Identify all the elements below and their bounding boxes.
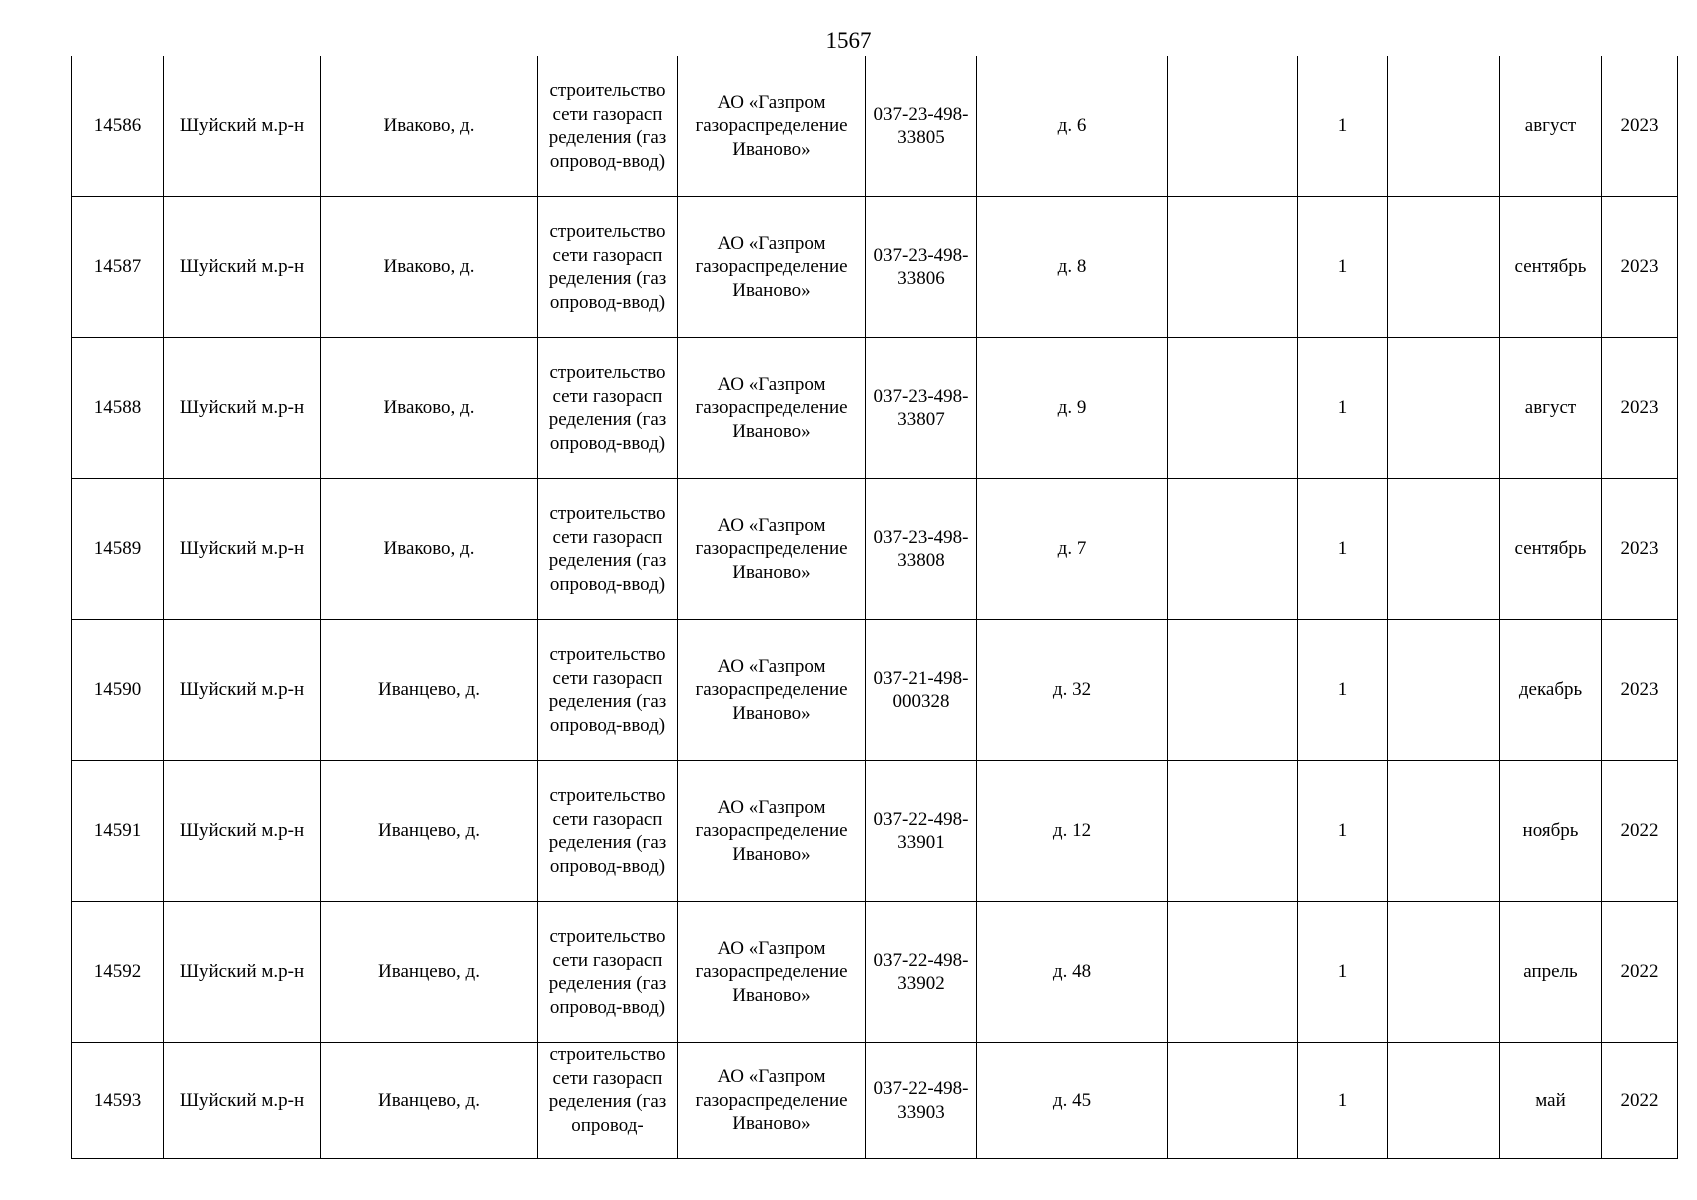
- cell-month: август: [1500, 56, 1602, 197]
- cell-month: август: [1500, 338, 1602, 479]
- cell-empty: [1388, 620, 1500, 761]
- cell-year: 2023: [1602, 197, 1678, 338]
- cell-month: ноябрь: [1500, 761, 1602, 902]
- cell-id: 14592: [72, 902, 164, 1043]
- cell-empty: [1388, 197, 1500, 338]
- cell-month: декабрь: [1500, 620, 1602, 761]
- cell-organization: [678, 338, 866, 479]
- table-row: [72, 620, 1678, 761]
- cell-code-text: 037-21-498-000328: [873, 667, 969, 712]
- cell-district: Шуйский м.р-н: [164, 56, 321, 197]
- cell-empty: [1168, 479, 1298, 620]
- cell-work-type: [538, 197, 678, 338]
- cell-empty: [1168, 1043, 1298, 1159]
- cell-empty: [1168, 197, 1298, 338]
- table-row: [72, 197, 1678, 338]
- cell-code-text: 037-22-498-33901: [873, 808, 969, 853]
- cell-empty: [1168, 761, 1298, 902]
- cell-locality: Иванцево, д.: [321, 902, 538, 1043]
- cell-organization: [678, 761, 866, 902]
- cell-quantity: 1: [1298, 902, 1388, 1043]
- cell-organization: [678, 1043, 866, 1159]
- cell-code: [866, 902, 977, 1043]
- cell-organization-text: АО «Газпром газораспределение Иваново»: [695, 937, 848, 1006]
- cell-district: Шуйский м.р-н: [164, 197, 321, 338]
- cell-organization-text: АО «Газпром газораспределение Иваново»: [695, 91, 848, 160]
- cell-code: [866, 479, 977, 620]
- cell-month: май: [1500, 1043, 1602, 1159]
- cell-district: Шуйский м.р-н: [164, 1043, 321, 1159]
- cell-empty: [1388, 479, 1500, 620]
- cell-work-type-text: строительство сети газораспределения (газопровод-ввод): [548, 785, 667, 877]
- cell-year: 2023: [1602, 56, 1678, 197]
- cell-district: Шуйский м.р-н: [164, 620, 321, 761]
- cell-id: 14593: [72, 1043, 164, 1159]
- cell-district: Шуйский м.р-н: [164, 902, 321, 1043]
- cell-house: д. 8: [977, 197, 1168, 338]
- cell-house: д. 6: [977, 56, 1168, 197]
- cell-id: 14588: [72, 338, 164, 479]
- cell-organization: [678, 197, 866, 338]
- cell-quantity: 1: [1298, 338, 1388, 479]
- table-row: [72, 56, 1678, 197]
- cell-locality: Иваково, д.: [321, 197, 538, 338]
- cell-code-text: 037-23-498-33806: [873, 244, 969, 289]
- cell-house: д. 45: [977, 1043, 1168, 1159]
- cell-organization-text: АО «Газпром газораспределение Иваново»: [695, 232, 848, 301]
- cell-work-type: [538, 338, 678, 479]
- cell-district: Шуйский м.р-н: [164, 761, 321, 902]
- cell-work-type-text: строительство сети газораспределения (газопровод-ввод): [548, 80, 667, 172]
- cell-id: 14586: [72, 56, 164, 197]
- cell-organization-text: АО «Газпром газораспределение Иваново»: [695, 655, 848, 724]
- cell-month: апрель: [1500, 902, 1602, 1043]
- cell-work-type-text: строительство сети газораспределения (газопровод-ввод): [548, 644, 667, 736]
- cell-id: 14589: [72, 479, 164, 620]
- cell-year: 2023: [1602, 620, 1678, 761]
- cell-work-type-text: строительство сети газораспределения (газопровод-ввод): [548, 362, 667, 454]
- page-number: 1567: [825, 28, 872, 53]
- cell-locality: Иваково, д.: [321, 479, 538, 620]
- cell-month: сентябрь: [1500, 479, 1602, 620]
- cell-empty: [1388, 761, 1500, 902]
- cell-code-text: 037-22-498-33902: [873, 949, 969, 994]
- cell-quantity: 1: [1298, 1043, 1388, 1159]
- cell-house: д. 48: [977, 902, 1168, 1043]
- cell-month: сентябрь: [1500, 197, 1602, 338]
- cell-organization-text: АО «Газпром газораспределение Иваново»: [695, 514, 848, 583]
- table-row: [72, 761, 1678, 902]
- cell-id: 14587: [72, 197, 164, 338]
- cell-empty: [1168, 338, 1298, 479]
- cell-code: [866, 56, 977, 197]
- cell-district: Шуйский м.р-н: [164, 479, 321, 620]
- cell-work-type: [538, 902, 678, 1043]
- cell-work-type: [538, 56, 678, 197]
- cell-quantity: 1: [1298, 56, 1388, 197]
- cell-locality: Иваково, д.: [321, 56, 538, 197]
- cell-work-type-text: строительство сети газораспределения (газопровод-ввод): [548, 503, 667, 595]
- cell-quantity: 1: [1298, 479, 1388, 620]
- cell-code-text: 037-23-498-33807: [873, 385, 969, 430]
- cell-work-type: [538, 620, 678, 761]
- cell-house: д. 7: [977, 479, 1168, 620]
- cell-empty: [1388, 902, 1500, 1043]
- cell-locality: Иванцево, д.: [321, 761, 538, 902]
- cell-year: 2022: [1602, 902, 1678, 1043]
- cell-organization: [678, 902, 866, 1043]
- cell-year: 2022: [1602, 761, 1678, 902]
- cell-house: д. 12: [977, 761, 1168, 902]
- cell-code: [866, 197, 977, 338]
- cell-quantity: 1: [1298, 761, 1388, 902]
- cell-quantity: 1: [1298, 197, 1388, 338]
- cell-work-type-text: строительство сети газораспределения (газопровод-ввод): [548, 926, 667, 1018]
- cell-quantity: 1: [1298, 620, 1388, 761]
- table-row: [72, 479, 1678, 620]
- cell-code: [866, 1043, 977, 1159]
- cell-year: 2023: [1602, 479, 1678, 620]
- cell-work-type: [538, 479, 678, 620]
- cell-organization-text: АО «Газпром газораспределение Иваново»: [695, 796, 848, 865]
- cell-work-type-text: строительство сети газораспределения (газопровод-: [548, 1044, 667, 1136]
- cell-locality: Иваково, д.: [321, 338, 538, 479]
- cell-work-type: [538, 761, 678, 902]
- cell-id: 14590: [72, 620, 164, 761]
- cell-locality: Иванцево, д.: [321, 1043, 538, 1159]
- cell-code: [866, 620, 977, 761]
- cell-id: 14591: [72, 761, 164, 902]
- cell-house: д. 32: [977, 620, 1168, 761]
- cell-empty: [1168, 620, 1298, 761]
- cell-year: 2022: [1602, 1043, 1678, 1159]
- cell-code: [866, 761, 977, 902]
- cell-organization: [678, 56, 866, 197]
- cell-year: 2023: [1602, 338, 1678, 479]
- cell-code-text: 037-23-498-33808: [873, 526, 969, 571]
- table-body: [72, 56, 1678, 1159]
- cell-house: д. 9: [977, 338, 1168, 479]
- cell-organization-text: АО «Газпром газораспределение Иваново»: [695, 373, 848, 442]
- cell-empty: [1168, 56, 1298, 197]
- cell-organization-text: АО «Газпром газораспределение Иваново»: [695, 1066, 848, 1135]
- cell-empty: [1388, 338, 1500, 479]
- cell-work-type: [538, 1043, 678, 1159]
- table-row: [72, 902, 1678, 1043]
- table-row: [72, 338, 1678, 479]
- cell-locality: Иванцево, д.: [321, 620, 538, 761]
- cell-empty: [1168, 902, 1298, 1043]
- cell-empty: [1388, 1043, 1500, 1159]
- table-row: [72, 1043, 1678, 1159]
- cell-organization: [678, 479, 866, 620]
- cell-empty: [1388, 56, 1500, 197]
- cell-code-text: 037-23-498-33805: [873, 103, 969, 148]
- cell-code-text: 037-22-498-33903: [873, 1078, 969, 1123]
- cell-code: [866, 338, 977, 479]
- cell-organization: [678, 620, 866, 761]
- gasification-table: [71, 56, 1678, 1159]
- cell-work-type-text: строительство сети газораспределения (газопровод-ввод): [548, 221, 667, 313]
- cell-district: Шуйский м.р-н: [164, 338, 321, 479]
